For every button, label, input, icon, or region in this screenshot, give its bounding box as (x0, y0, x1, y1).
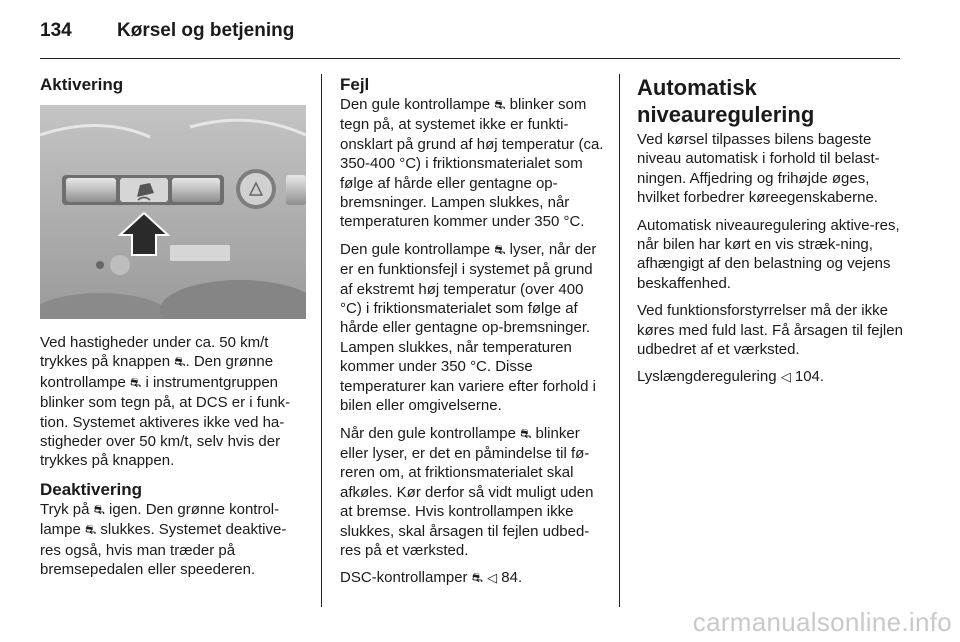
levelling-text-2: Automatisk niveauregulering aktive-res, når bilen har kørt en vis stræk-ning, afhængigt af den belastning og vejens beskaffenhed. (637, 216, 900, 292)
heading-fault: Fejl (340, 75, 370, 94)
page-reference-link[interactable]: 84. (501, 569, 523, 587)
dsc-lamp-icon: ⛐ (494, 98, 506, 113)
dsc-lamp-icon: ⛐ (471, 571, 483, 587)
column-divider-1 (321, 74, 322, 607)
fault-text-3: Når den gule kontrollampe ⛐ blinker eller lyser, er det en påmindelse til fø-reren om, at friktionsmaterialet skal afkøles. Kør derfor så vidt muligt uden at bremse. Hvis kontrollampen ikke slukkes, skal årsagen til fejlen udbed-res på et værksted. (340, 424, 594, 559)
column-activation (40, 74, 306, 587)
dsc-lamp-icon: ⛐ (494, 242, 506, 258)
deactivation-text: Tryk på ⛐ igen. Den grønne kontrol-lampe ⛐ slukkes. Systemet deaktive-res også, hvis man træder på bremsepedalen eller speederen. (40, 500, 287, 579)
dsc-lamp-icon: ⛐ (85, 523, 97, 539)
levelling-text-4: Lyslængderegulering ◁ 104. (637, 367, 903, 387)
heading-activation: Aktivering (40, 75, 124, 94)
column-levelling (637, 74, 903, 396)
page-reference-icon: ◁ (487, 571, 498, 587)
page-reference-icon: ◁ (780, 370, 791, 386)
dsc-lamp-icon: ⛐ (520, 426, 532, 442)
page-header (40, 20, 294, 44)
page-number: 134 (40, 20, 72, 41)
levelling-text-3: Ved funktionsforstyrrelser må der ikke køres med fuld last. Få årsagen til fejlen udbedret af et værksted. (637, 302, 903, 359)
heading-levelling: Automatisk niveauregulering (637, 75, 815, 127)
fault-text-2: Den gule kontrollampe ⛐ lyser, når der er en funktionsfejl i systemet på grund af ekstremt høj temperatur (over 400 °C) i friktionsmaterialet som følge af hårde eller gentagne op-bremsninger. Lampen slukkes, når temperaturen kommer under 350 °C. Disse temperaturer kan variere efter forhold i bilen eller omgivelserne. (340, 240, 597, 415)
header-rule (40, 58, 900, 59)
levelling-text-1: Ved kørsel tilpasses bilens bageste niveau automatisk i forhold til belast-ningen. Affjedring og frihøjde øges, hvilket forbedrer køreegenskaberne. (637, 131, 880, 207)
dsc-lamp-icon: ⛐ (130, 375, 142, 391)
dsc-lamp-icon: ⛐ (93, 502, 105, 518)
heading-deactivation: Deaktivering (40, 479, 143, 499)
dsc-button-photo (40, 105, 306, 319)
chapter-title: Kørsel og betjening (117, 20, 295, 41)
column-fault (340, 74, 604, 597)
activation-text: Ved hastigheder under ca. 50 km/t trykkes på knappen ⛐. Den grønne kontrollampe ⛐ i instrumentgruppen blinker som tegn på, at DCS er i funk-tion. Systemet aktiveres ikke ved ha-stigheder over 50 km/t, selv hvis der trykkes på knappen. (40, 334, 291, 470)
fault-text-1: Den gule kontrollampe ⛐ blinker som tegn på, at systemet ikke er funkti-onsklart på grund af høj temperatur (ca. 350-400 °C) i friktionsmaterialet som følge af hårde eller gentagne op-bremsninger. Lampen slukkes, når temperaturen kommer under 350 °C. (340, 96, 604, 231)
dsc-lamp-icon: ⛐ (174, 355, 186, 371)
page-reference-link[interactable]: 104. (794, 368, 825, 386)
watermark: carmanualsonline.info (692, 607, 952, 637)
column-divider-2 (619, 74, 620, 607)
fault-text-4: DSC-kontrollamper ⛐ ◁ 84. (340, 568, 604, 588)
